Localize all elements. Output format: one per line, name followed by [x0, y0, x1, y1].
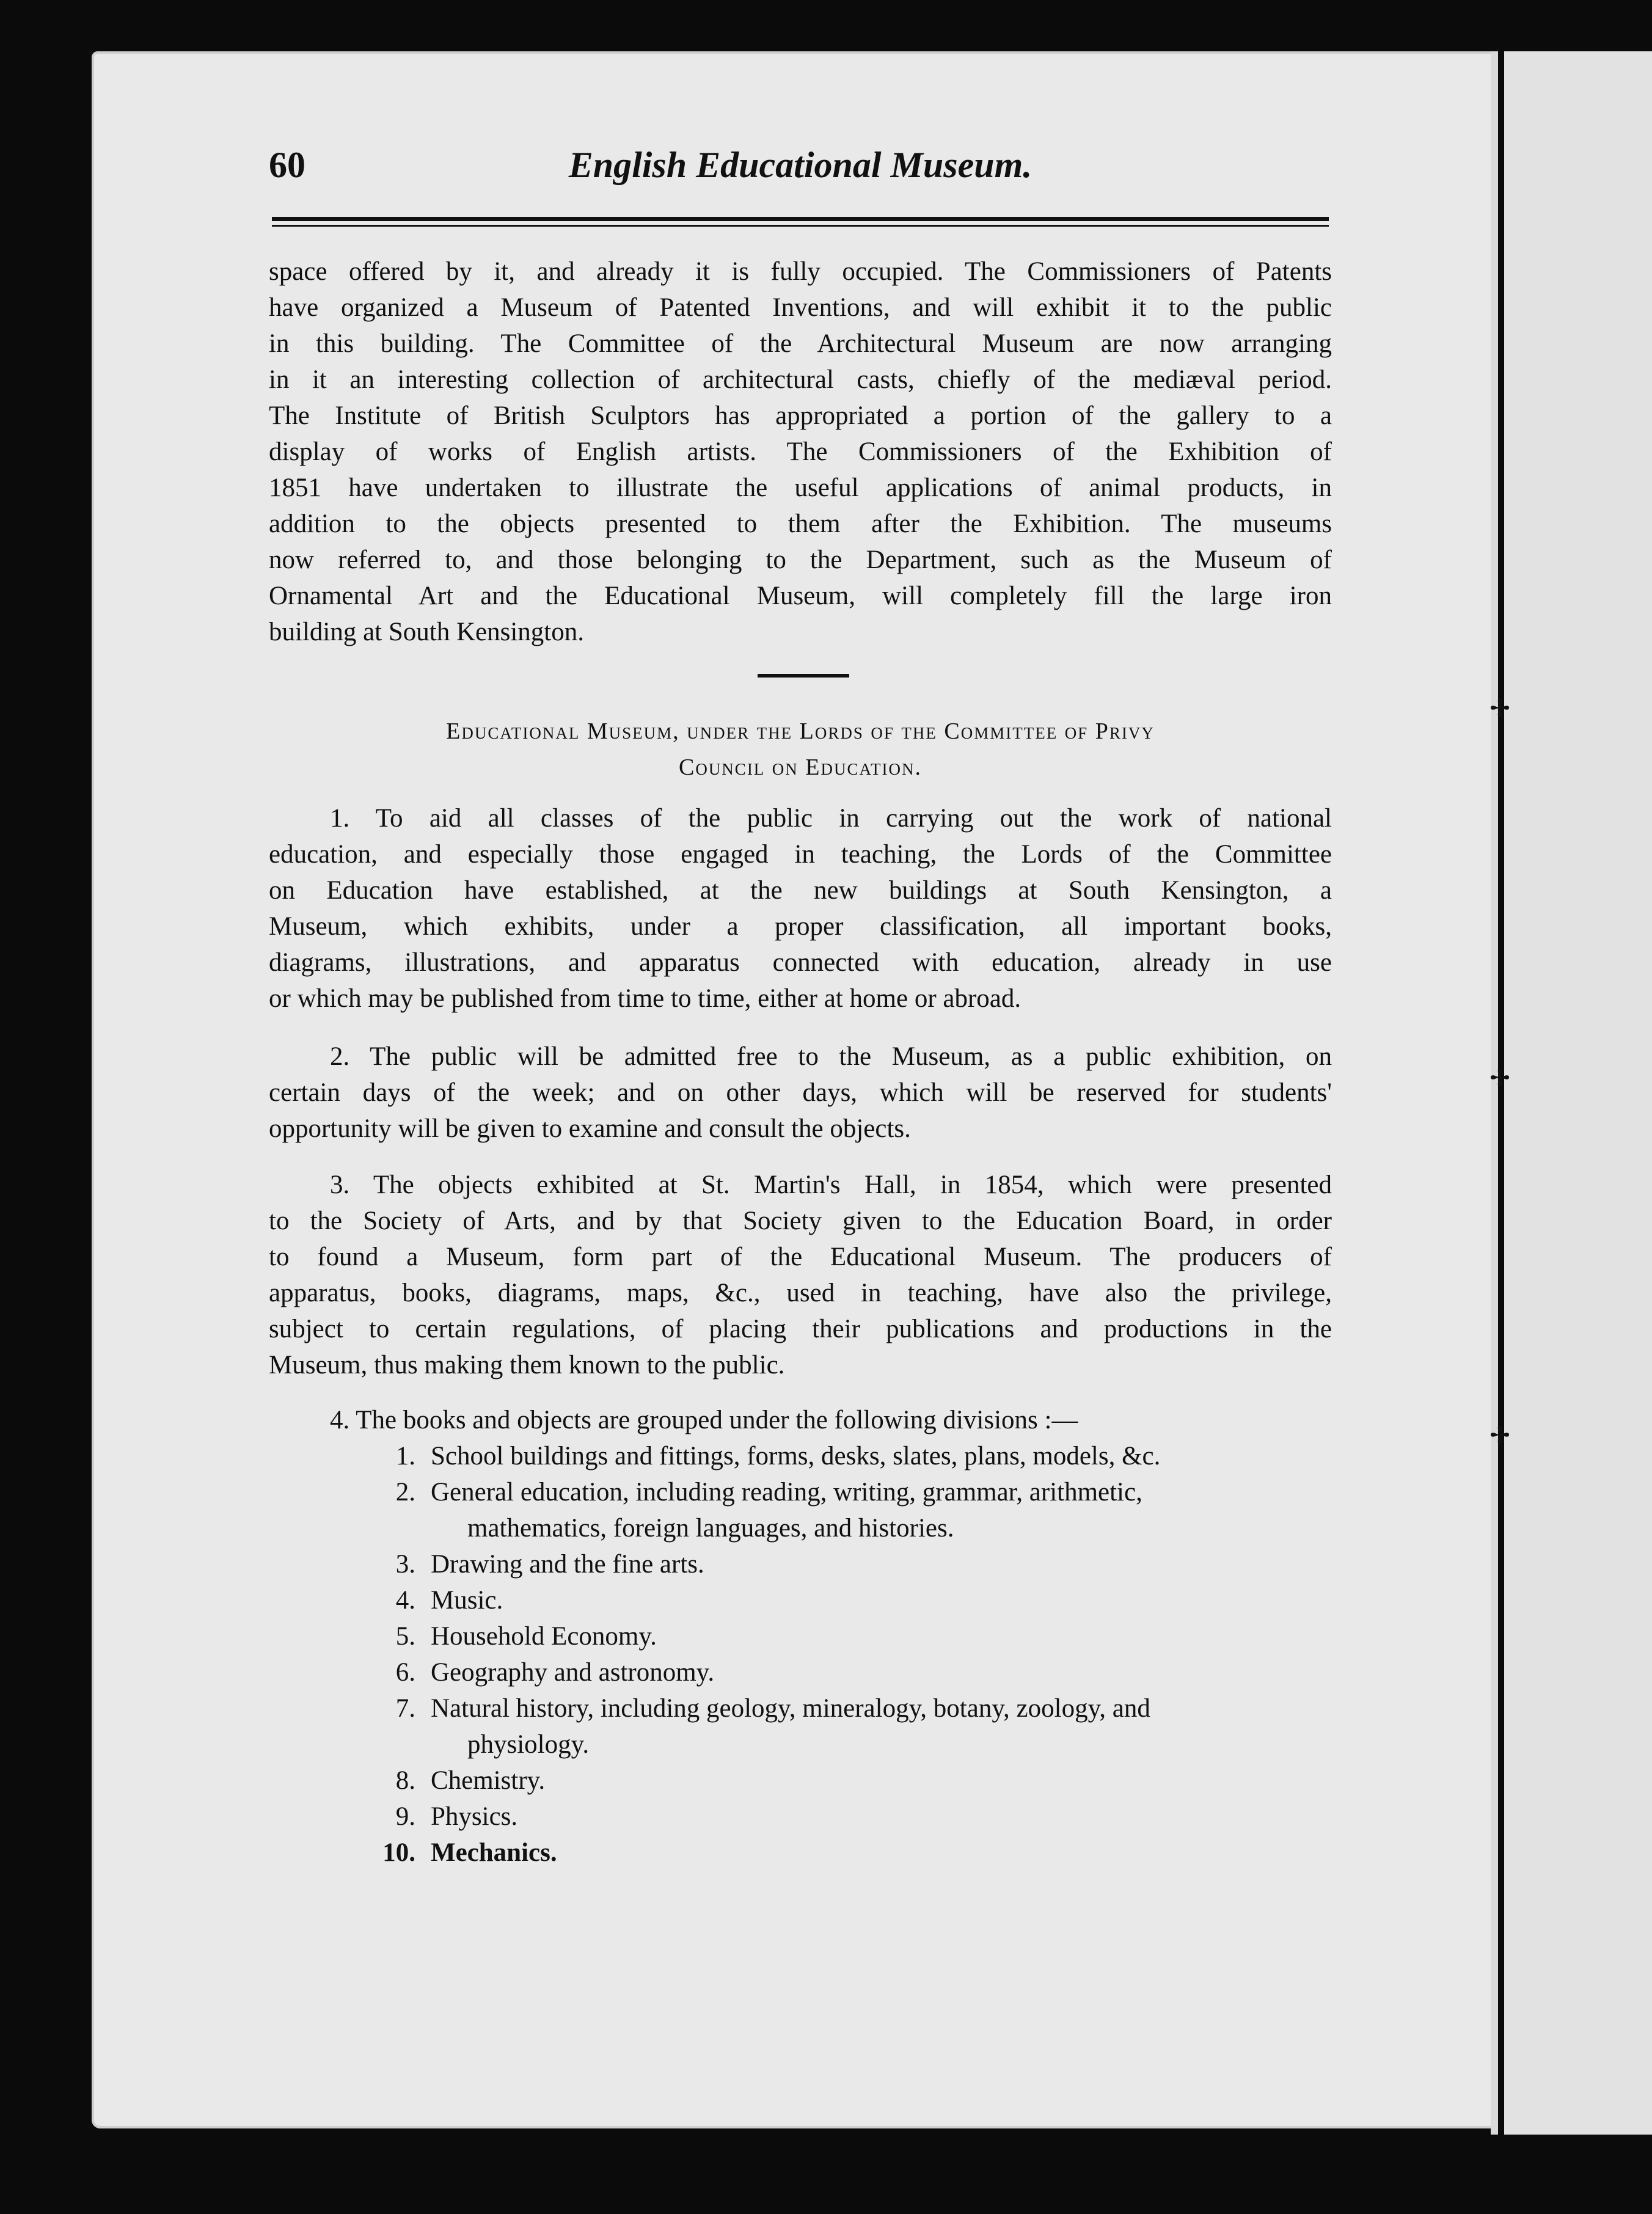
text-line: 4. The books and objects are grouped under the following divisions :— [330, 1406, 1078, 1434]
text-line: 3. The objects exhibited at St. Martin's Hall, in 1854, which were presented [330, 1171, 1332, 1199]
text-line: opportunity will be given to examine and consult the objects. [269, 1114, 911, 1143]
text-line: or which may be published from time to time, either at home or abroad. [269, 984, 1022, 1013]
text-line: display of works of English artists. The Commissioners of the Exhibition of [269, 437, 1332, 466]
text-line: Museum, thus making them known to the public. [269, 1351, 785, 1379]
list-item-number: 9. [395, 1802, 415, 1831]
section-divider [758, 674, 849, 678]
list-item-text: Music. [431, 1586, 503, 1615]
list-item-text: Natural history, including geology, mineralogy, botany, zoology, and [431, 1694, 1150, 1723]
page-header [269, 144, 1332, 193]
list-item-text: physiology. [467, 1730, 590, 1759]
intro-paragraph [269, 254, 1332, 650]
facing-page-edge [1504, 51, 1652, 2135]
paragraph-3 [269, 1167, 1332, 1383]
text-line: to found a Museum, form part of the Educational Museum. The producers of [269, 1243, 1332, 1271]
text-line: education, and especially those engaged in teaching, the Lords of the Committee [269, 840, 1332, 869]
list-item-text: mathematics, foreign languages, and histories. [467, 1514, 954, 1543]
text-line: have organized a Museum of Patented Inventions, and will exhibit it to the public [269, 293, 1332, 322]
page-edge [1491, 51, 1498, 2135]
text-line: Museum, which exhibits, under a proper classification, all important books, [269, 912, 1332, 941]
text-line: apparatus, books, diagrams, maps, &c., used in teaching, have also the privilege, [269, 1279, 1332, 1307]
section-heading-line: Council on Education. [678, 754, 923, 780]
running-title: English Educational Museum. [568, 145, 1032, 185]
list-item [367, 1799, 1332, 1835]
list-item-text: Drawing and the fine arts. [431, 1550, 704, 1579]
text-line: The Institute of British Sculptors has appropriated a portion of the gallery to a [269, 401, 1332, 430]
list-item-text: School buildings and fittings, forms, desks, slates, plans, models, &c. [431, 1442, 1161, 1471]
list-item [367, 1654, 1332, 1690]
binding-thread-mark: ✢ [1489, 1064, 1510, 1092]
list-item-number: 4. [395, 1586, 415, 1615]
list-item [367, 1438, 1332, 1474]
text-line: 1. To aid all classes of the public in carrying out the work of national [330, 804, 1332, 833]
header-rule [272, 225, 1329, 227]
paragraph-1 [269, 800, 1332, 1017]
list-item-text: Chemistry. [431, 1766, 546, 1795]
list-item [367, 1690, 1332, 1726]
list-item-number: 8. [395, 1766, 415, 1795]
list-item [367, 1763, 1332, 1799]
page-number: 60 [269, 145, 305, 185]
list-item-number: 2. [395, 1478, 415, 1507]
list-item-text: Mechanics. [431, 1838, 557, 1867]
text-line: 2. The public will be admitted free to the Museum, as a public exhibition, on [330, 1042, 1332, 1071]
list-item [367, 1546, 1332, 1582]
text-line: space offered by it, and already it is fully occupied. The Commissioners of Patents [269, 257, 1332, 286]
text-line: to the Society of Arts, and by that Society given to the Education Board, in order [269, 1207, 1332, 1235]
list-item-number: 6. [395, 1658, 415, 1687]
paragraph-4-intro [269, 1402, 1332, 1438]
list-item [367, 1835, 1332, 1871]
text-line: addition to the objects presented to them after the Exhibition. The museums [269, 510, 1332, 538]
text-line: diagrams, illustrations, and apparatus connected with education, already in use [269, 948, 1332, 977]
text-line: now referred to, and those belonging to the Department, such as the Museum of [269, 546, 1332, 574]
list-item-number: 1. [395, 1442, 415, 1471]
list-item-continuation [367, 1726, 1332, 1763]
text-line: on Education have established, at the new buildings at South Kensington, a [269, 876, 1332, 905]
list-item-text: Geography and astronomy. [431, 1658, 715, 1687]
list-item-text: Household Economy. [431, 1622, 657, 1651]
list-item-text: Physics. [431, 1802, 518, 1831]
text-line: subject to certain regulations, of placing their publications and productions in the [269, 1315, 1332, 1343]
text-line: in this building. The Committee of the Architectural Museum are now arranging [269, 329, 1332, 358]
list-item-number: 3. [395, 1550, 415, 1579]
header-rule [272, 217, 1329, 221]
text-line: building at South Kensington. [269, 618, 584, 646]
list-item-number: 7. [395, 1694, 415, 1723]
list-item-text: General education, including reading, writing, grammar, arithmetic, [431, 1478, 1142, 1507]
text-line: certain days of the week; and on other days, which will be reserved for students' [269, 1078, 1332, 1107]
list-item-number: 5. [395, 1622, 415, 1651]
text-line: 1851 have undertaken to illustrate the useful applications of animal products, in [269, 473, 1332, 502]
text-line: Ornamental Art and the Educational Museum, will completely fill the large iron [269, 582, 1332, 610]
list-item [367, 1582, 1332, 1618]
section-heading-line: Educational Museum, under the Lords of the Committee of Privy [446, 718, 1155, 744]
list-item [367, 1618, 1332, 1654]
text-line: in it an interesting collection of architectural casts, chiefly of the mediæval period. [269, 365, 1332, 394]
binding-thread-mark: ✢ [1489, 1422, 1510, 1449]
divisions-list [367, 1438, 1332, 1871]
paragraph-2 [269, 1039, 1332, 1147]
list-item-number: 10. [382, 1838, 415, 1867]
binding-thread-mark: ✢ [1489, 695, 1510, 722]
list-item [367, 1474, 1332, 1510]
list-item-continuation [367, 1510, 1332, 1546]
